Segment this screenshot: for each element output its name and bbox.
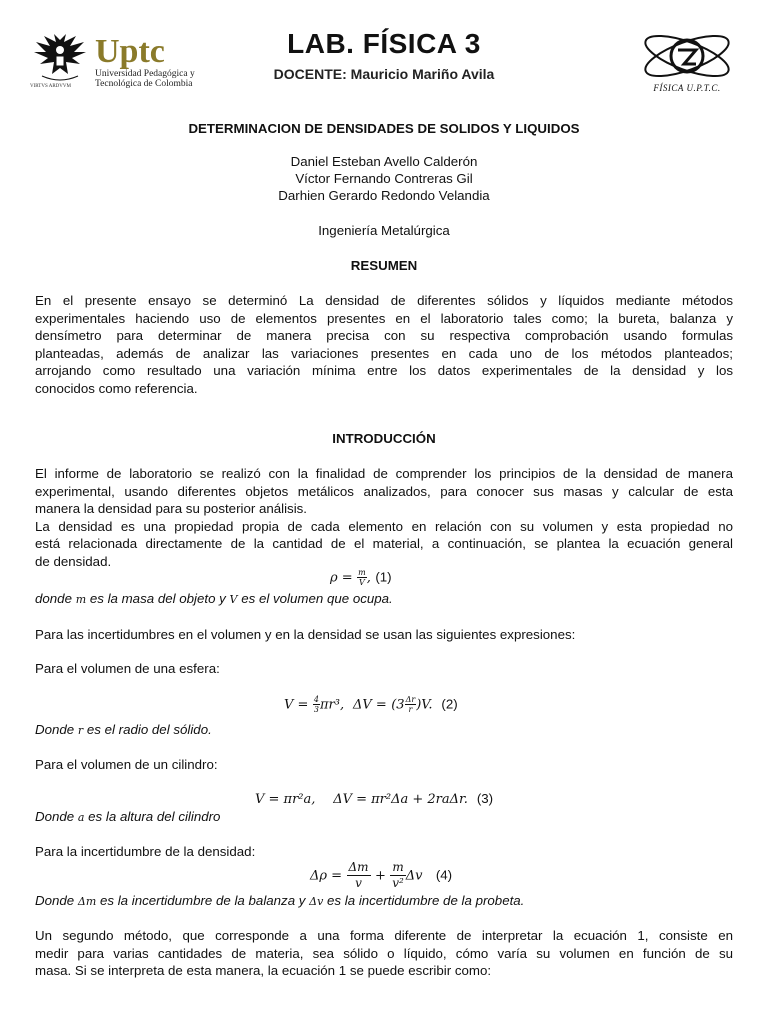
resumen-line: arrojando como resultado una variación mínima entre los datos experimentales de la densidad y los [35, 363, 733, 378]
program-name: Ingeniería Metalúrgica [318, 223, 450, 238]
sphere-intro: Para el volumen de una esfera: [35, 661, 220, 676]
intro-paragraph-1 [35, 465, 733, 570]
where-line-3: Donde a es la altura del cilindro [35, 809, 221, 824]
intro-heading: INTRODUCCIÓN [332, 431, 436, 446]
where-line-2: Donde r es el radio del sólido. [35, 722, 212, 737]
teacher-name: DOCENTE: Mauricio Mariño Avila [273, 66, 495, 82]
equation-1: ρ = $\frac{m}{V}$ , (1) [330, 568, 392, 587]
author-3: Darhien Gerardo Redondo Velandia [278, 188, 490, 203]
density-uncertainty-intro: Para la incertidumbre de la densidad: [35, 844, 256, 859]
equation-4: Δρ = $\frac{\Delta m}{v}$ + $\frac{m}{\text{v²}}$ Δv (4) [310, 860, 453, 890]
author-2: Víctor Fernando Contreras Gil [295, 171, 473, 186]
university-name-line2: Tecnológica de Colombia [95, 79, 193, 89]
resumen-paragraph [35, 292, 733, 397]
author-1: Daniel Esteban Avello Calderón [290, 154, 478, 169]
resumen-line: planteadas, además de analizar las variaciones presentes en cada uno de los métodos planteados; [35, 345, 733, 361]
resumen-line: experimentales haciendo uso de elementos presentes en el laboratorio tales como; la bureta, balanza y [35, 310, 733, 326]
equation-3: V = πr²a, ΔV = πr²Δa + 2raΔr. (3) [255, 791, 494, 807]
where-line-4: Donde Δm es la incertidumbre de la balanza y Δv es la incertidumbre de la probeta. [35, 893, 525, 908]
intro-line: medir para varias cantidades de materia, sea sólido o líquido, cómo varía su volumen en función de su [35, 945, 733, 961]
resumen-line: conocidos como referencia. [35, 380, 198, 396]
intro-line: El informe de laboratorio se realizó con la finalidad de comprender los principios de la densidad de manera [35, 466, 733, 481]
intro-line: está relacionada directamente de la cantidad de el material, a continuación, se plantea la ecuación general [35, 536, 733, 551]
university-name-line1: Universidad Pedagógica y [95, 69, 195, 79]
intro-paragraph-3 [35, 927, 733, 980]
intro-line: masa. Si se interpreta de esta manera, la ecuación 1 se puede escribir como: [35, 963, 492, 978]
uncertainty-intro: Para las incertidumbres en el volumen y en la densidad se usan las siguientes expresiones: [35, 627, 576, 642]
uptc-motto: VIRTVS ARDVVM [30, 84, 71, 89]
cylinder-intro: Para el volumen de un cilindro: [35, 757, 218, 772]
physics-atom-logo [640, 28, 734, 84]
intro-line: de densidad. [35, 553, 112, 569]
intro-line: experimental, usando diferentes objetos metálicos analizados, para conocer sus masas y calcular de esta [35, 483, 733, 499]
resumen-heading: RESUMEN [350, 258, 418, 273]
intro-line: La densidad es una propiedad propia de cada elemento en relación con su volumen y esta propiedad no [35, 518, 733, 534]
page-title: LAB. FÍSICA 3 [287, 28, 481, 59]
where-line-1: donde m es la masa del objeto y V es el volumen que ocupa. [35, 591, 393, 606]
intro-line: manera la densidad para su posterior análisis. [35, 501, 308, 516]
resumen-line: En el presente ensayo se determinó La densidad de diferentes sólidos y líquidos mediante métodos [35, 293, 733, 308]
uptc-logo-wordmark: Uptc [95, 33, 165, 70]
intro-line: Un segundo método, que corresponde a una forma diferente de interpretar la ecuación 1, consiste en [35, 928, 733, 943]
resumen-line: densímetro para determinar de manera precisa con su respectiva comprobación usando formulas [35, 328, 733, 343]
equation-2: V = $\frac{4}{3}$ πr³, ΔV = (3 $\frac{\Delta r}{r}$ )V. (2) [284, 695, 458, 714]
physics-logo-label: FÍSICA U.P.T.C. [653, 83, 721, 93]
document-title: DETERMINACION DE DENSIDADES DE SOLIDOS Y LIQUIDOS [188, 121, 580, 136]
